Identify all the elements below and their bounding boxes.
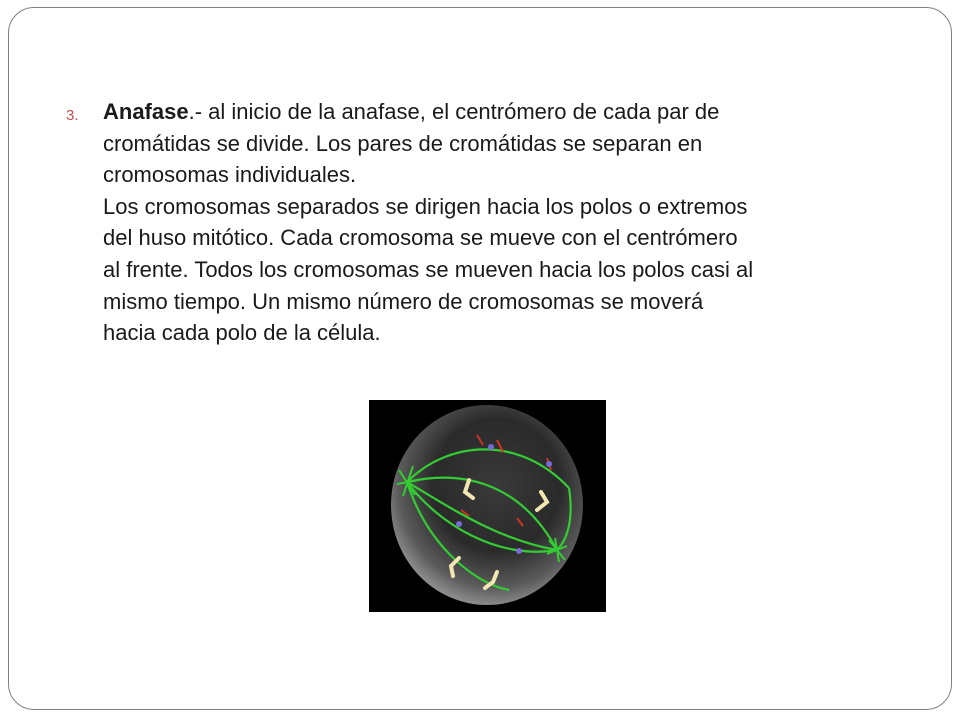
list-number: 3. xyxy=(66,107,79,124)
anaphase-cell-image xyxy=(369,400,606,612)
body-line-4: Los cromosomas separados se dirigen hacia los polos o extremos xyxy=(103,193,748,219)
definition-start: .- al inicio de la anafase, el centrómero de cada par de xyxy=(188,99,720,124)
slide-body-text xyxy=(103,96,913,349)
anafase-term: Anafase xyxy=(103,99,189,124)
anaphase-cell-diagram-icon xyxy=(369,400,606,612)
body-line-2: cromátidas se divide. Los pares de cromátidas se separan en xyxy=(103,130,703,156)
body-line-8: hacia cada polo de la célula. xyxy=(103,320,381,346)
cell-membrane xyxy=(391,405,583,605)
body-line-5: del huso mitótico. Cada cromosoma se mueve con el centrómero xyxy=(103,225,738,251)
body-line-7: mismo tiempo. Un mismo número de cromosomas se moverá xyxy=(103,288,704,314)
body-line-3: cromosomas individuales. xyxy=(103,162,357,188)
body-line-6: al frente. Todos los cromosomas se mueven hacia los polos casi al xyxy=(103,256,754,282)
body-line-1 xyxy=(103,96,913,128)
